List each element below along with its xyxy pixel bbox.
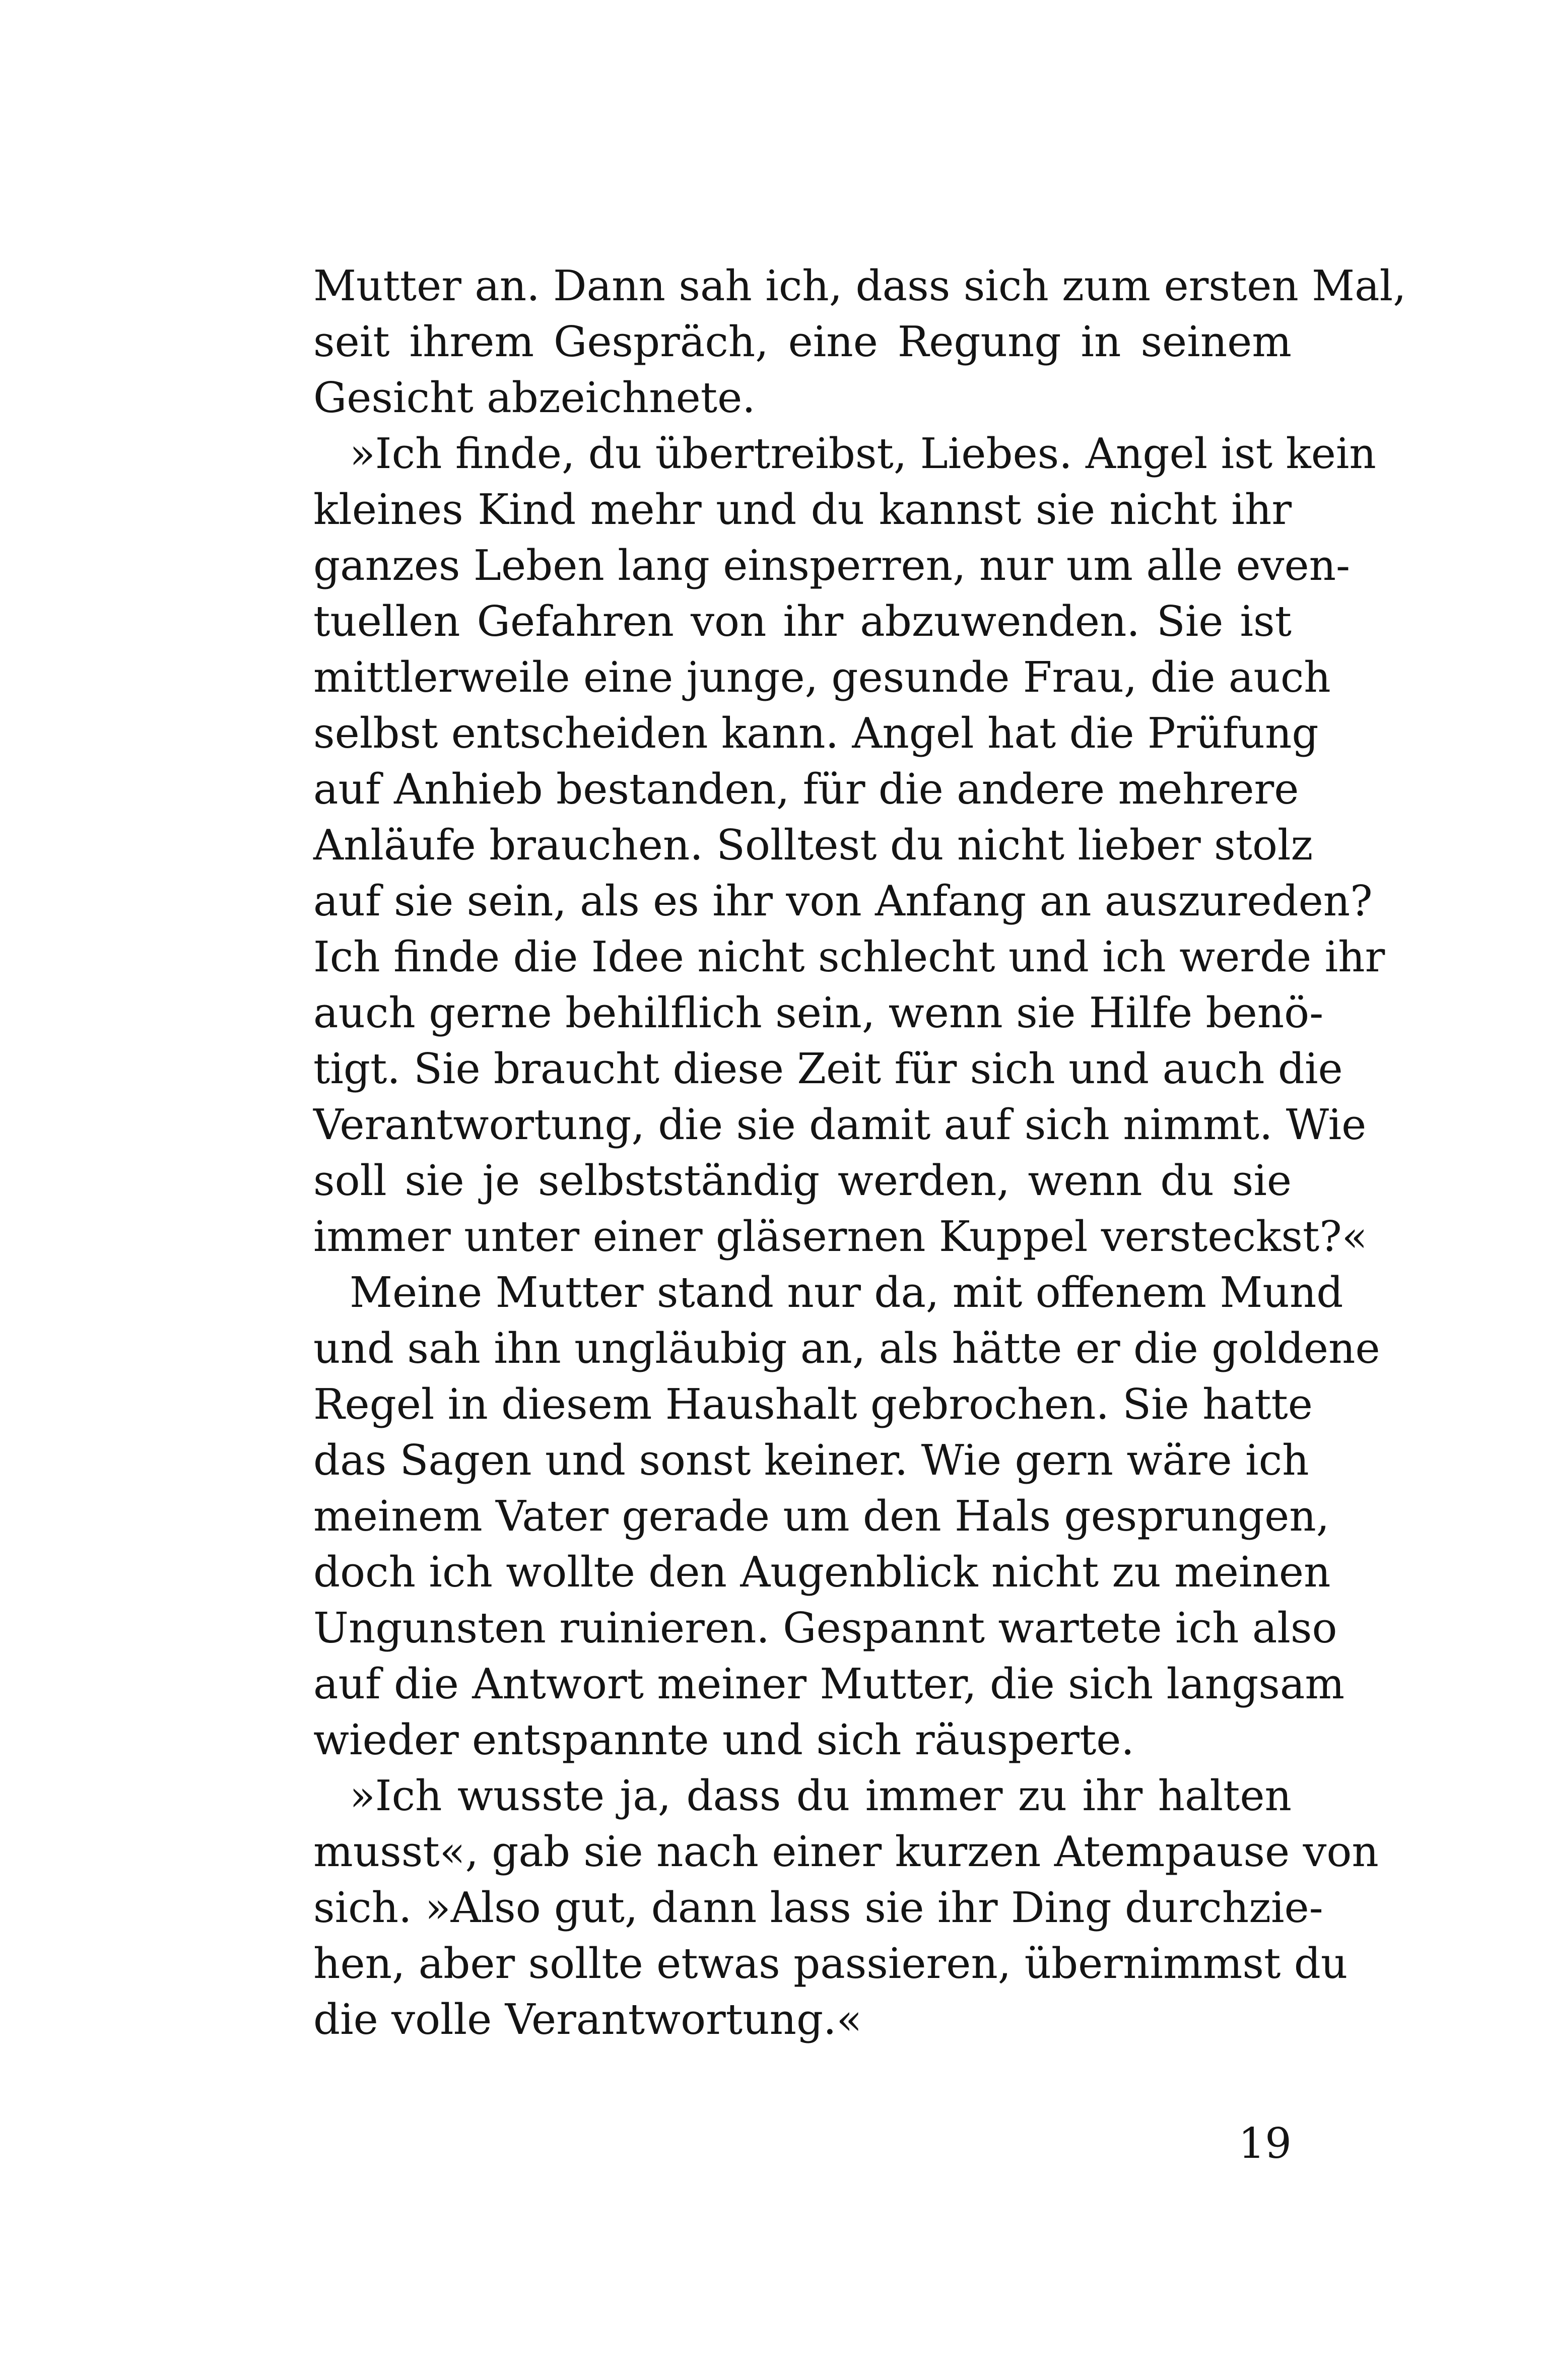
text-line: auf die Antwort meiner Mutter, die sich langsam [313,1660,1345,1708]
text-line: doch ich wollte den Augenblick nicht zu meinen [313,1548,1331,1597]
text-line: ganzes Leben lang einsperren, nur um alle even- [313,541,1351,590]
text-line: und sah ihn ungläubig an, als hätte er die goldene [313,1324,1380,1373]
text-line: die volle Verantwortung.« [313,1995,862,2044]
text-line: Gesicht abzeichnete. [313,373,756,422]
text-line: musst«, gab sie nach einer kurzen Atempause von [313,1827,1379,1876]
text-line: kleines Kind mehr und du kannst sie nicht ihr [313,485,1292,534]
text-line: selbst entscheiden kann. Angel hat die Prüfung [313,709,1319,758]
text-line: wieder entspannte und sich räusperte. [313,1715,1134,1764]
text-line: auf Anhieb bestanden, für die andere mehrere [313,765,1299,814]
text-line: sich. »Also gut, dann lass sie ihr Ding durchzie- [313,1883,1323,1932]
text-line: Mutter an. Dann sah ich, dass sich zum ersten Mal, [313,261,1406,310]
text-line: meinem Vater gerade um den Hals gesprungen, [313,1492,1330,1541]
text-line: immer unter einer gläsernen Kuppel versteckst?« [313,1212,1368,1261]
text-line: »Ich wusste ja, dass du immer zu ihr halten [350,1771,1292,1820]
text-line: seit ihrem Gespräch, eine Regung in seinem [313,317,1292,366]
text-line: hen, aber sollte etwas passieren, übernimmst du [313,1939,1348,1988]
text-line: Ungunsten ruinieren. Gespannt wartete ich also [313,1604,1337,1652]
body-text [313,258,1406,2047]
text-line: tigt. Sie braucht diese Zeit für sich und auch die [313,1044,1343,1093]
text-line: Verantwortung, die sie damit auf sich nimmt. Wie [313,1100,1367,1149]
text-line: Ich finde die Idee nicht schlecht und ich werde ihr [313,933,1385,981]
text-line: auch gerne behilflich sein, wenn sie Hilfe benö- [313,988,1324,1037]
page-number: 19 [1238,2119,1292,2168]
text-line: Regel in diesem Haushalt gebrochen. Sie hatte [313,1380,1313,1429]
text-line: »Ich finde, du übertreibst, Liebes. Angel ist kein [350,429,1376,478]
text-line: Anläufe brauchen. Solltest du nicht lieber stolz [313,821,1313,870]
text-line: mittlerweile eine junge, gesunde Frau, die auch [313,653,1331,702]
text-line: tuellen Gefahren von ihr abzuwenden. Sie ist [313,597,1292,646]
text-line: soll sie je selbstständig werden, wenn du sie [313,1156,1292,1205]
text-line: auf sie sein, als es ihr von Anfang an auszureden? [313,877,1373,925]
text-line: das Sagen und sonst keiner. Wie gern wäre ich [313,1436,1309,1485]
text-line: Meine Mutter stand nur da, mit offenem Mund [350,1268,1343,1317]
